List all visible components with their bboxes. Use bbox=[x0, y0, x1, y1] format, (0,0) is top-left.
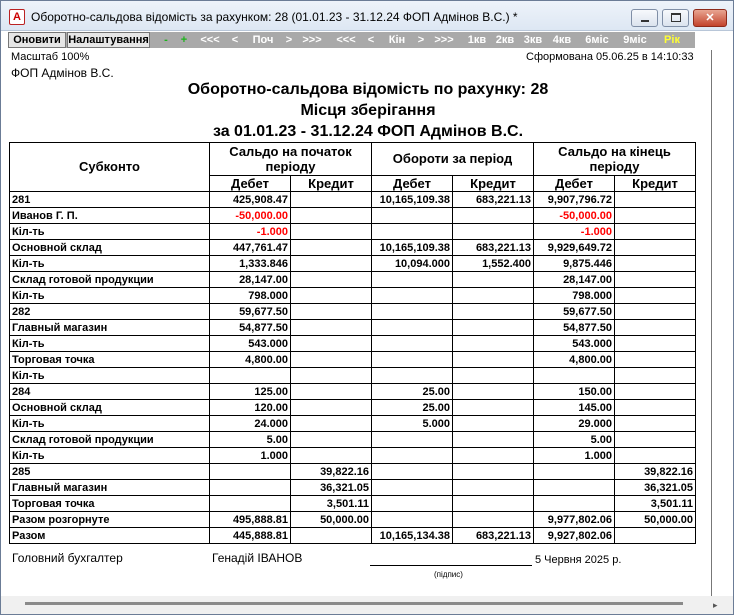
header-turnover: Обороти за період bbox=[372, 143, 534, 176]
table-row bbox=[10, 272, 696, 288]
row-label: Кіл-ть bbox=[10, 288, 210, 304]
cell-closing-credit: 3,501.11 bbox=[615, 496, 696, 512]
cell-turnover-credit bbox=[453, 272, 534, 288]
table-row bbox=[10, 304, 696, 320]
row-label: 281 bbox=[10, 192, 210, 208]
start-first-button[interactable]: <<< bbox=[200, 34, 220, 46]
table-row bbox=[10, 400, 696, 416]
horizontal-scrollbar[interactable] bbox=[1, 596, 733, 614]
start-next-button[interactable]: > bbox=[285, 34, 293, 46]
cell-closing-debit: 54,877.50 bbox=[534, 320, 615, 336]
end-last-button[interactable]: >>> bbox=[434, 34, 454, 46]
row-label: Кіл-ть bbox=[10, 336, 210, 352]
start-prev-button[interactable]: < bbox=[231, 34, 239, 46]
cell-turnover-debit bbox=[372, 432, 453, 448]
cell-closing-credit bbox=[615, 208, 696, 224]
maximize-button[interactable] bbox=[662, 9, 689, 27]
cell-turnover-credit bbox=[453, 304, 534, 320]
cell-opening-credit bbox=[291, 304, 372, 320]
cell-turnover-credit bbox=[453, 464, 534, 480]
row-label: Главный магазин bbox=[10, 320, 210, 336]
cell-turnover-credit bbox=[453, 352, 534, 368]
close-button[interactable] bbox=[693, 9, 727, 27]
cell-closing-credit bbox=[615, 336, 696, 352]
toolbar bbox=[8, 32, 695, 48]
cell-opening-debit: 425,908.47 bbox=[210, 192, 291, 208]
cell-opening-credit: 39,822.16 bbox=[291, 464, 372, 480]
cell-turnover-debit bbox=[372, 464, 453, 480]
period-6m-button[interactable]: 6міс bbox=[585, 34, 609, 46]
cell-opening-credit bbox=[291, 240, 372, 256]
header-closing: Сальдо на кінець періоду bbox=[534, 143, 696, 176]
title-bar[interactable] bbox=[1, 1, 733, 31]
cell-turnover-debit: 10,165,109.38 bbox=[372, 240, 453, 256]
report-subtitle: Місця зберігання bbox=[300, 102, 436, 119]
table-row bbox=[10, 192, 696, 208]
cell-opening-debit: 28,147.00 bbox=[210, 272, 291, 288]
table-row bbox=[10, 352, 696, 368]
cell-opening-debit: 447,761.47 bbox=[210, 240, 291, 256]
cell-opening-credit bbox=[291, 192, 372, 208]
cell-turnover-credit bbox=[453, 480, 534, 496]
cell-turnover-credit: 1,552.400 bbox=[453, 256, 534, 272]
cell-turnover-debit bbox=[372, 304, 453, 320]
cell-turnover-credit bbox=[453, 384, 534, 400]
cell-turnover-credit bbox=[453, 208, 534, 224]
cell-opening-credit bbox=[291, 448, 372, 464]
cell-turnover-credit: 683,221.13 bbox=[453, 240, 534, 256]
header-opening-credit: Кредит bbox=[291, 176, 372, 192]
cell-opening-debit bbox=[210, 480, 291, 496]
period-q4-button[interactable]: 4кв bbox=[552, 34, 572, 46]
cell-turnover-credit bbox=[453, 416, 534, 432]
turnover-table bbox=[9, 142, 696, 544]
cell-opening-debit: 24.000 bbox=[210, 416, 291, 432]
table-row bbox=[10, 240, 696, 256]
cell-opening-debit: -1.000 bbox=[210, 224, 291, 240]
cell-turnover-credit bbox=[453, 512, 534, 528]
row-label: Разом розгорнуте bbox=[10, 512, 210, 528]
row-label: Разом bbox=[10, 528, 210, 544]
start-date-button[interactable]: Поч bbox=[252, 34, 274, 46]
cell-opening-credit bbox=[291, 368, 372, 384]
footer-date: 5 Червня 2025 р. bbox=[535, 554, 622, 566]
cell-closing-debit: 543.000 bbox=[534, 336, 615, 352]
cell-closing-debit bbox=[534, 368, 615, 384]
cell-turnover-credit bbox=[453, 320, 534, 336]
header-subkonto: Субконто bbox=[10, 143, 210, 192]
minimize-button[interactable] bbox=[631, 9, 658, 27]
cell-turnover-credit bbox=[453, 400, 534, 416]
header-opening-debit: Дебет bbox=[210, 176, 291, 192]
cell-opening-debit: 1,333.846 bbox=[210, 256, 291, 272]
settings-button[interactable]: Налаштування bbox=[68, 34, 149, 46]
cell-opening-debit: 120.00 bbox=[210, 400, 291, 416]
cell-turnover-debit: 10,165,134.38 bbox=[372, 528, 453, 544]
cell-opening-credit bbox=[291, 416, 372, 432]
cell-turnover-credit bbox=[453, 224, 534, 240]
cell-closing-credit bbox=[615, 368, 696, 384]
minimize-icon bbox=[641, 20, 649, 22]
cell-closing-debit bbox=[534, 480, 615, 496]
cell-opening-debit: 445,888.81 bbox=[210, 528, 291, 544]
cell-closing-credit: 39,822.16 bbox=[615, 464, 696, 480]
cell-closing-credit: 36,321.05 bbox=[615, 480, 696, 496]
cell-closing-debit: 798.000 bbox=[534, 288, 615, 304]
maximize-icon bbox=[671, 13, 681, 22]
table-row bbox=[10, 432, 696, 448]
cell-turnover-debit: 10,165,109.38 bbox=[372, 192, 453, 208]
cell-turnover-debit: 5.000 bbox=[372, 416, 453, 432]
period-year-button[interactable]: Рік bbox=[664, 34, 680, 46]
cell-closing-credit bbox=[615, 528, 696, 544]
cell-closing-debit: 145.00 bbox=[534, 400, 615, 416]
cell-closing-debit: -50,000.00 bbox=[534, 208, 615, 224]
cell-closing-credit bbox=[615, 240, 696, 256]
close-icon: ✕ bbox=[705, 12, 715, 24]
cell-closing-debit: 1.000 bbox=[534, 448, 615, 464]
cell-turnover-debit bbox=[372, 208, 453, 224]
scroll-thumb[interactable] bbox=[25, 602, 683, 605]
cell-closing-debit: 150.00 bbox=[534, 384, 615, 400]
row-label: Кіл-ть bbox=[10, 224, 210, 240]
start-last-button[interactable]: >>> bbox=[302, 34, 322, 46]
cell-turnover-credit: 683,221.13 bbox=[453, 528, 534, 544]
table-row bbox=[10, 256, 696, 272]
cell-turnover-debit bbox=[372, 336, 453, 352]
cell-opening-credit bbox=[291, 224, 372, 240]
cell-closing-debit: 28,147.00 bbox=[534, 272, 615, 288]
cell-opening-debit: 495,888.81 bbox=[210, 512, 291, 528]
cell-closing-debit: 29.000 bbox=[534, 416, 615, 432]
cell-closing-credit bbox=[615, 288, 696, 304]
cell-turnover-debit bbox=[372, 512, 453, 528]
cell-opening-credit bbox=[291, 352, 372, 368]
cell-opening-credit bbox=[291, 336, 372, 352]
table-row bbox=[10, 480, 696, 496]
cell-turnover-credit bbox=[453, 448, 534, 464]
row-label: Иванов Г. П. bbox=[10, 208, 210, 224]
cell-closing-debit: 9,977,802.06 bbox=[534, 512, 615, 528]
zoom-out-button[interactable]: - bbox=[164, 34, 168, 46]
table-row bbox=[10, 496, 696, 512]
cell-closing-debit: 5.00 bbox=[534, 432, 615, 448]
table-row bbox=[10, 512, 696, 528]
table-row bbox=[10, 224, 696, 240]
cell-closing-credit bbox=[615, 320, 696, 336]
cell-opening-debit: 543.000 bbox=[210, 336, 291, 352]
row-label: 285 bbox=[10, 464, 210, 480]
cell-closing-credit bbox=[615, 416, 696, 432]
row-label: 282 bbox=[10, 304, 210, 320]
cell-closing-debit: 9,875.446 bbox=[534, 256, 615, 272]
cell-opening-debit: 59,677.50 bbox=[210, 304, 291, 320]
cell-turnover-debit bbox=[372, 496, 453, 512]
cell-turnover-credit bbox=[453, 336, 534, 352]
row-label: Кіл-ть bbox=[10, 416, 210, 432]
cell-turnover-credit bbox=[453, 432, 534, 448]
cell-opening-debit bbox=[210, 464, 291, 480]
cell-opening-credit bbox=[291, 432, 372, 448]
signature-hint: (підпис) bbox=[434, 570, 463, 579]
cell-opening-credit bbox=[291, 208, 372, 224]
cell-closing-debit bbox=[534, 464, 615, 480]
cell-turnover-debit: 10,094.000 bbox=[372, 256, 453, 272]
cell-turnover-debit bbox=[372, 480, 453, 496]
cell-turnover-debit bbox=[372, 272, 453, 288]
scale-label: Масштаб 100% bbox=[11, 51, 90, 63]
row-label: Кіл-ть bbox=[10, 256, 210, 272]
footer-role: Головний бухгалтер bbox=[12, 551, 123, 565]
row-label: Кіл-ть bbox=[10, 448, 210, 464]
header-opening: Сальдо на початок періоду bbox=[210, 143, 372, 176]
cell-turnover-debit bbox=[372, 368, 453, 384]
row-label: Основной склад bbox=[10, 400, 210, 416]
cell-closing-credit bbox=[615, 384, 696, 400]
cell-closing-credit bbox=[615, 192, 696, 208]
cell-turnover-debit bbox=[372, 448, 453, 464]
cell-opening-debit: 5.00 bbox=[210, 432, 291, 448]
cell-turnover-debit bbox=[372, 320, 453, 336]
cell-opening-credit bbox=[291, 288, 372, 304]
cell-opening-credit bbox=[291, 256, 372, 272]
end-first-button[interactable]: <<< bbox=[336, 34, 356, 46]
header-turnover-debit: Дебет bbox=[372, 176, 453, 192]
zoom-in-button[interactable]: + bbox=[180, 34, 188, 46]
cell-opening-debit: 4,800.00 bbox=[210, 352, 291, 368]
cell-closing-credit bbox=[615, 256, 696, 272]
end-date-button[interactable]: Кін bbox=[388, 34, 406, 46]
cell-closing-credit bbox=[615, 224, 696, 240]
cell-opening-credit bbox=[291, 528, 372, 544]
cell-turnover-credit: 683,221.13 bbox=[453, 192, 534, 208]
report-title: Оборотно-сальдова відомість по рахунку: 28 bbox=[187, 81, 549, 98]
cell-opening-debit: 1.000 bbox=[210, 448, 291, 464]
cell-closing-credit bbox=[615, 448, 696, 464]
cell-opening-credit: 3,501.11 bbox=[291, 496, 372, 512]
cell-turnover-debit bbox=[372, 224, 453, 240]
cell-opening-credit bbox=[291, 320, 372, 336]
period-9m-button[interactable]: 9міс bbox=[623, 34, 647, 46]
cell-turnover-debit: 25.00 bbox=[372, 384, 453, 400]
cell-turnover-credit bbox=[453, 368, 534, 384]
cell-closing-debit: 9,907,796.72 bbox=[534, 192, 615, 208]
cell-turnover-debit bbox=[372, 288, 453, 304]
table-row bbox=[10, 448, 696, 464]
row-label: 284 bbox=[10, 384, 210, 400]
cell-closing-debit: -1.000 bbox=[534, 224, 615, 240]
cell-closing-debit: 9,927,802.06 bbox=[534, 528, 615, 544]
row-label: Кіл-ть bbox=[10, 368, 210, 384]
cell-opening-debit: 798.000 bbox=[210, 288, 291, 304]
cell-closing-credit bbox=[615, 400, 696, 416]
period-q2-button[interactable]: 2кв bbox=[495, 34, 515, 46]
period-q3-button[interactable]: 3кв bbox=[523, 34, 543, 46]
end-next-button[interactable]: > bbox=[417, 34, 425, 46]
header-closing-credit: Кредит bbox=[615, 176, 696, 192]
report-period: за 01.01.23 - 31.12.24 ФОП Адмінов В.С. bbox=[212, 123, 524, 140]
row-label: Торговая точка bbox=[10, 496, 210, 512]
row-label: Основной склад bbox=[10, 240, 210, 256]
table-row bbox=[10, 384, 696, 400]
table-row bbox=[10, 336, 696, 352]
cell-opening-credit: 50,000.00 bbox=[291, 512, 372, 528]
cell-closing-debit: 9,929,649.72 bbox=[534, 240, 615, 256]
cell-turnover-credit bbox=[453, 288, 534, 304]
period-q1-button[interactable]: 1кв bbox=[467, 34, 487, 46]
row-label: Склад готовой продукции bbox=[10, 272, 210, 288]
header-turnover-credit: Кредит bbox=[453, 176, 534, 192]
cell-closing-credit bbox=[615, 304, 696, 320]
refresh-button[interactable]: Оновити bbox=[8, 32, 66, 48]
row-label: Главный магазин bbox=[10, 480, 210, 496]
cell-opening-debit: -50,000.00 bbox=[210, 208, 291, 224]
cell-closing-credit bbox=[615, 432, 696, 448]
window-title: Оборотно-сальдова відомість за рахунком: 28 (01.01.23 - 31.12.24 ФОП Адмінов В.С.) * bbox=[31, 10, 518, 24]
cell-closing-credit bbox=[615, 272, 696, 288]
cell-opening-debit bbox=[210, 368, 291, 384]
cell-closing-debit: 59,677.50 bbox=[534, 304, 615, 320]
cell-closing-credit: 50,000.00 bbox=[615, 512, 696, 528]
table-row bbox=[10, 288, 696, 304]
company-name: ФОП Адмінов В.С. bbox=[11, 66, 114, 80]
row-label: Склад готовой продукции bbox=[10, 432, 210, 448]
cell-turnover-debit: 25.00 bbox=[372, 400, 453, 416]
cell-opening-credit bbox=[291, 400, 372, 416]
end-prev-button[interactable]: < bbox=[367, 34, 375, 46]
cell-closing-debit: 4,800.00 bbox=[534, 352, 615, 368]
row-label: Торговая точка bbox=[10, 352, 210, 368]
cell-turnover-debit bbox=[372, 352, 453, 368]
header-closing-debit: Дебет bbox=[534, 176, 615, 192]
cell-opening-debit: 54,877.50 bbox=[210, 320, 291, 336]
table-row bbox=[10, 528, 696, 544]
signature-line bbox=[370, 565, 532, 566]
table-row bbox=[10, 208, 696, 224]
cell-closing-debit bbox=[534, 496, 615, 512]
table-row bbox=[10, 416, 696, 432]
app-icon: A bbox=[9, 9, 25, 25]
cell-opening-credit: 36,321.05 bbox=[291, 480, 372, 496]
generated-label: Сформована 05.06.25 в 14:10:33 bbox=[526, 51, 694, 63]
scroll-right-icon[interactable]: ▸ bbox=[713, 600, 718, 610]
table-row bbox=[10, 368, 696, 384]
cell-opening-credit bbox=[291, 272, 372, 288]
cell-closing-credit bbox=[615, 352, 696, 368]
cell-opening-debit bbox=[210, 496, 291, 512]
cell-opening-debit: 125.00 bbox=[210, 384, 291, 400]
cell-opening-credit bbox=[291, 384, 372, 400]
footer-person: Генадій ІВАНОВ bbox=[212, 551, 303, 565]
table-row bbox=[10, 464, 696, 480]
cell-turnover-credit bbox=[453, 496, 534, 512]
table-row bbox=[10, 320, 696, 336]
